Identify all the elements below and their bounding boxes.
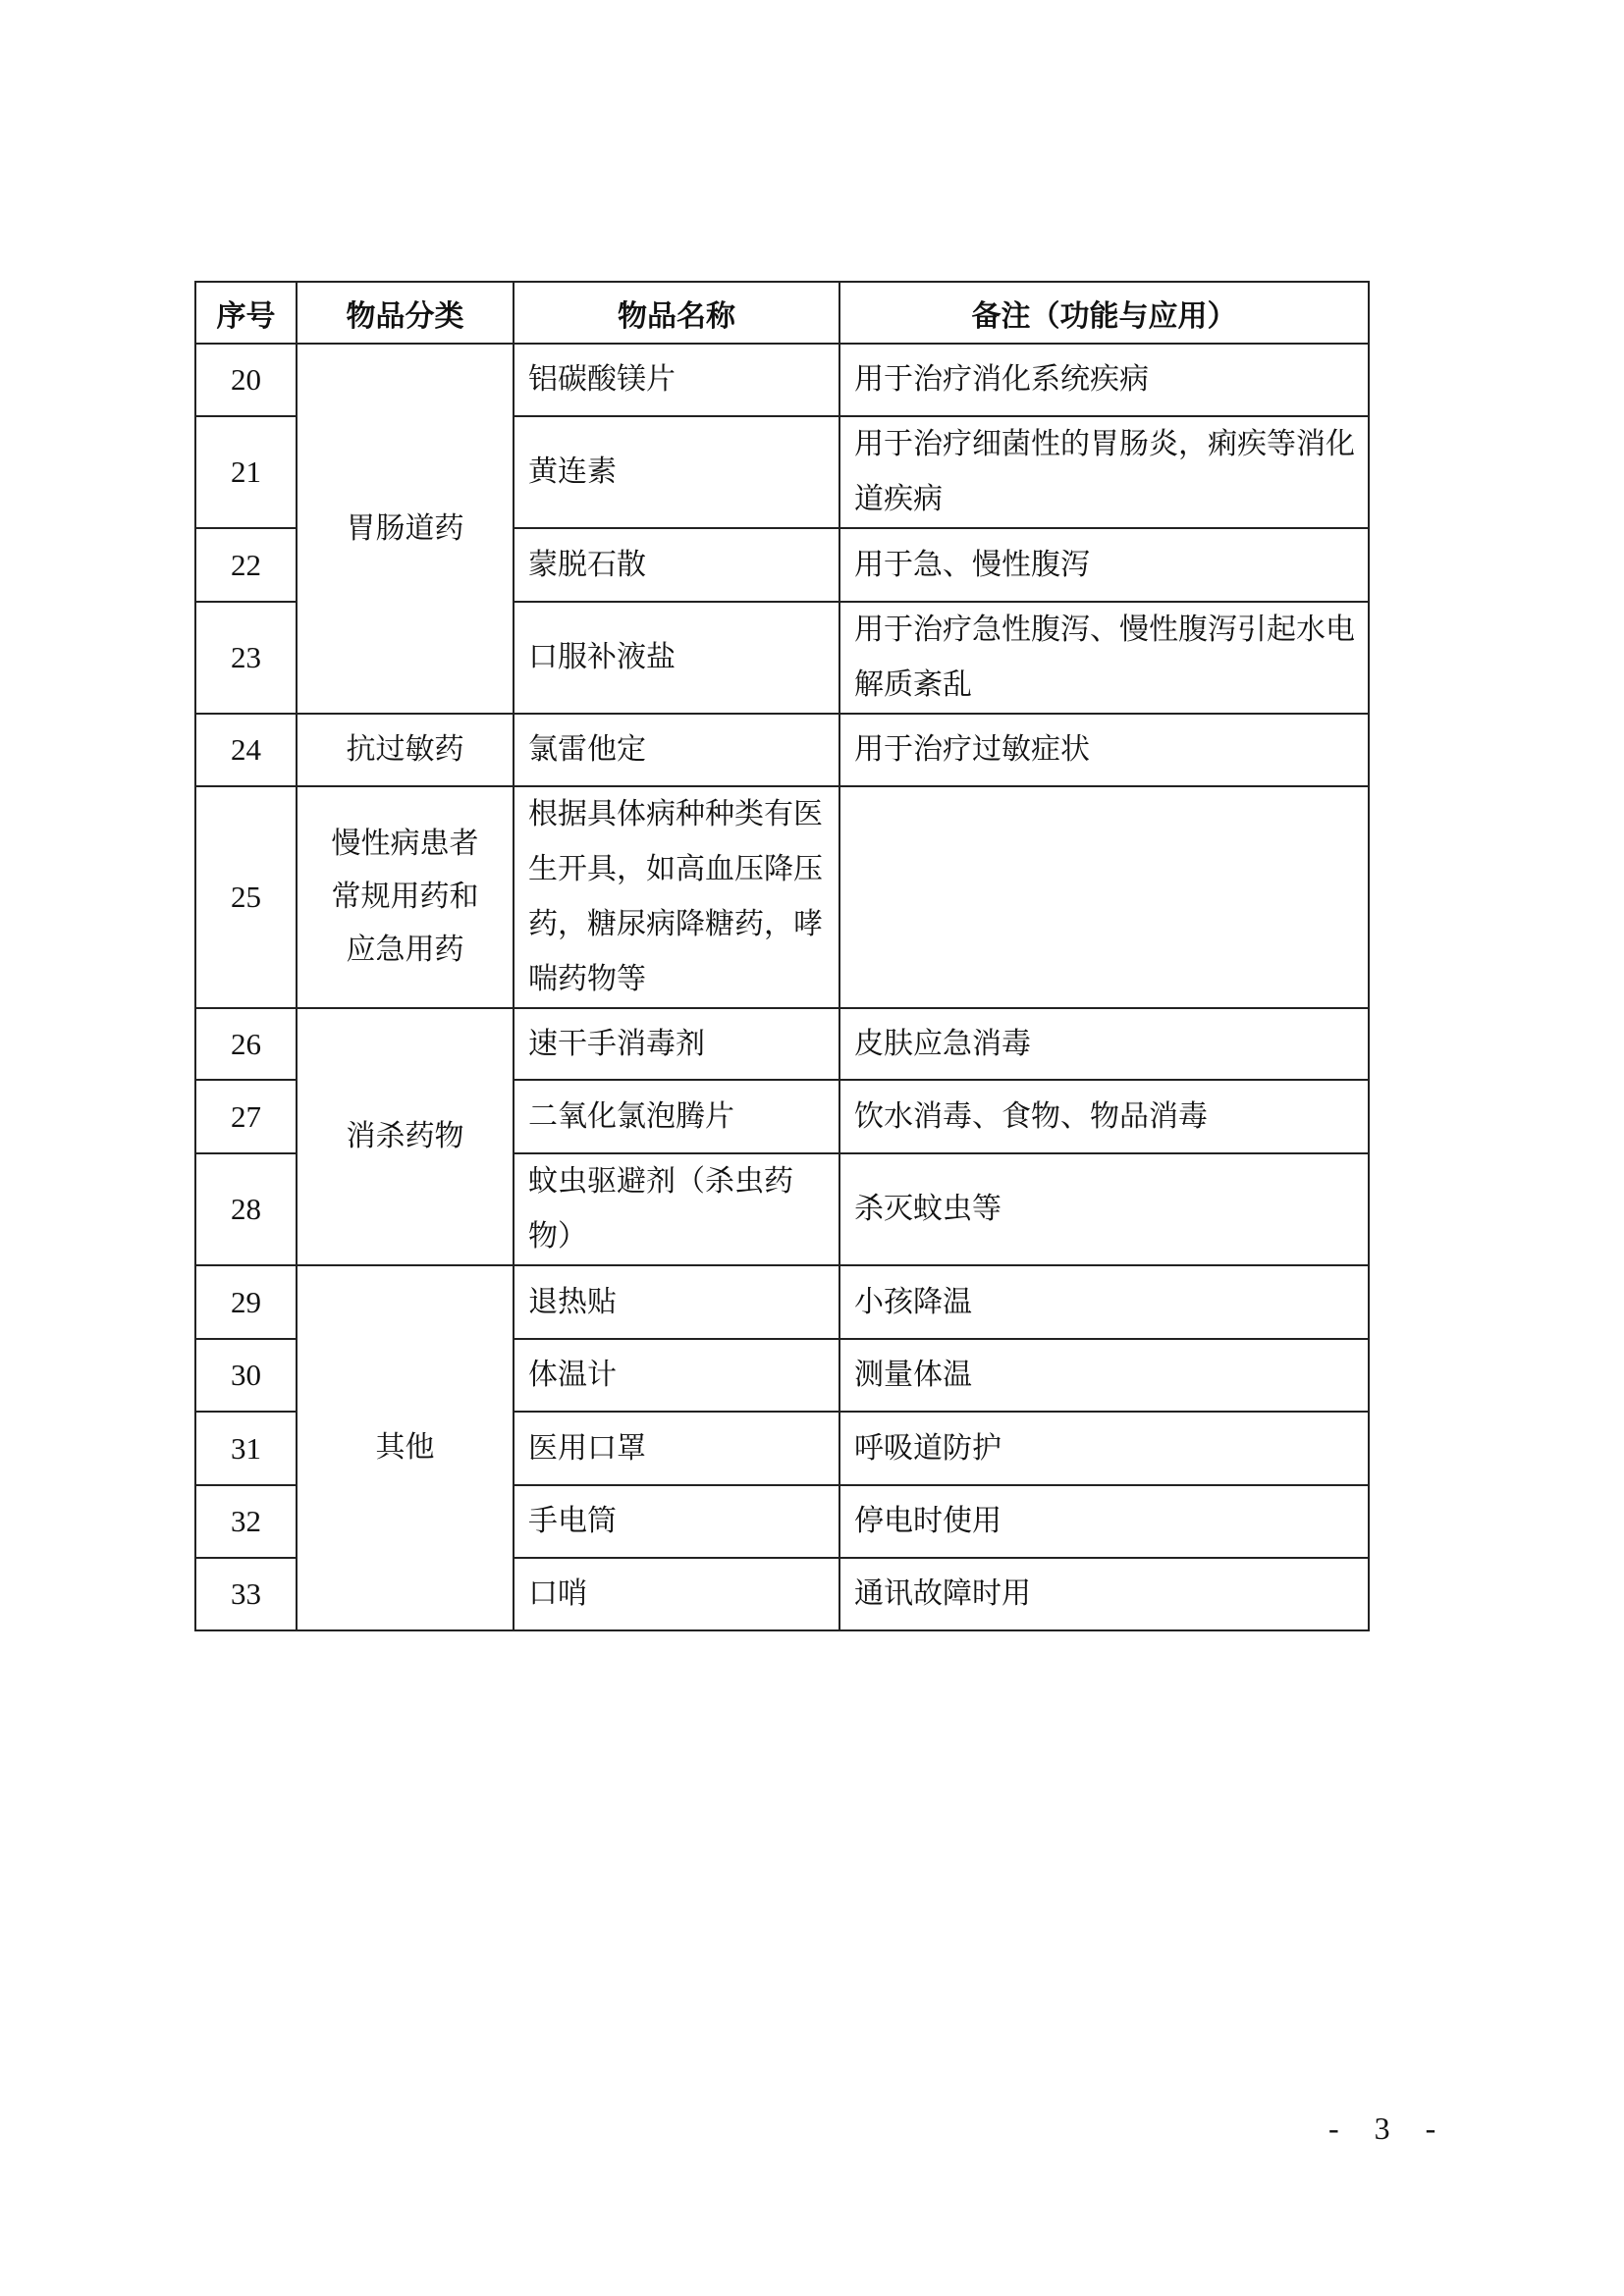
table-header-row xyxy=(195,282,1369,344)
table-row xyxy=(195,344,1369,416)
row-seq: 29 xyxy=(195,1265,297,1339)
row-name: 蒙脱石散 xyxy=(514,528,839,602)
row-name: 铝碳酸镁片 xyxy=(514,344,839,416)
row-name: 根据具体病种种类有医生开具，如高血压降压药，糖尿病降糖药，哮喘药物等 xyxy=(514,786,839,1008)
row-name: 黄连素 xyxy=(514,416,839,528)
row-seq: 32 xyxy=(195,1485,297,1558)
table-row xyxy=(195,714,1369,786)
supplies-table xyxy=(194,281,1370,1631)
row-name: 口哨 xyxy=(514,1558,839,1630)
row-name: 二氧化氯泡腾片 xyxy=(514,1080,839,1153)
table-row xyxy=(195,1265,1369,1339)
row-name: 医用口罩 xyxy=(514,1412,839,1485)
row-note xyxy=(839,786,1369,1008)
row-seq: 33 xyxy=(195,1558,297,1630)
row-seq: 30 xyxy=(195,1339,297,1412)
row-seq: 20 xyxy=(195,344,297,416)
row-seq: 28 xyxy=(195,1153,297,1265)
row-seq: 21 xyxy=(195,416,297,528)
row-note: 通讯故障时用 xyxy=(839,1558,1369,1630)
row-note: 停电时使用 xyxy=(839,1485,1369,1558)
row-seq: 23 xyxy=(195,602,297,714)
row-name: 氯雷他定 xyxy=(514,714,839,786)
row-note: 杀灭蚊虫等 xyxy=(839,1153,1369,1265)
row-seq: 25 xyxy=(195,786,297,1008)
row-category: 慢性病患者常规用药和应急用药 xyxy=(297,786,514,1008)
table-row xyxy=(195,1008,1369,1080)
header-note: 备注（功能与应用） xyxy=(839,282,1369,344)
row-category: 抗过敏药 xyxy=(297,714,514,786)
row-name: 体温计 xyxy=(514,1339,839,1412)
header-seq: 序号 xyxy=(195,282,297,344)
row-category: 消杀药物 xyxy=(297,1008,514,1265)
row-seq: 24 xyxy=(195,714,297,786)
row-note: 呼吸道防护 xyxy=(839,1412,1369,1485)
row-category: 其他 xyxy=(297,1265,514,1630)
row-note: 皮肤应急消毒 xyxy=(839,1008,1369,1080)
row-name: 蚊虫驱避剂（杀虫药物） xyxy=(514,1153,839,1265)
row-seq: 27 xyxy=(195,1080,297,1153)
row-seq: 31 xyxy=(195,1412,297,1485)
row-seq: 26 xyxy=(195,1008,297,1080)
row-name: 口服补液盐 xyxy=(514,602,839,714)
row-name: 退热贴 xyxy=(514,1265,839,1339)
page-number: - 3 - xyxy=(1328,2110,1450,2146)
row-note: 用于治疗过敏症状 xyxy=(839,714,1369,786)
row-seq: 22 xyxy=(195,528,297,602)
row-note: 饮水消毒、食物、物品消毒 xyxy=(839,1080,1369,1153)
row-name: 速干手消毒剂 xyxy=(514,1008,839,1080)
row-note: 小孩降温 xyxy=(839,1265,1369,1339)
header-name: 物品名称 xyxy=(514,282,839,344)
row-note: 用于治疗细菌性的胃肠炎，痢疾等消化道疾病 xyxy=(839,416,1369,528)
row-note: 用于急、慢性腹泻 xyxy=(839,528,1369,602)
table-row xyxy=(195,786,1369,1008)
row-note: 测量体温 xyxy=(839,1339,1369,1412)
row-note: 用于治疗消化系统疾病 xyxy=(839,344,1369,416)
row-name: 手电筒 xyxy=(514,1485,839,1558)
row-note: 用于治疗急性腹泻、慢性腹泻引起水电解质紊乱 xyxy=(839,602,1369,714)
row-category: 胃肠道药 xyxy=(297,344,514,714)
header-category: 物品分类 xyxy=(297,282,514,344)
